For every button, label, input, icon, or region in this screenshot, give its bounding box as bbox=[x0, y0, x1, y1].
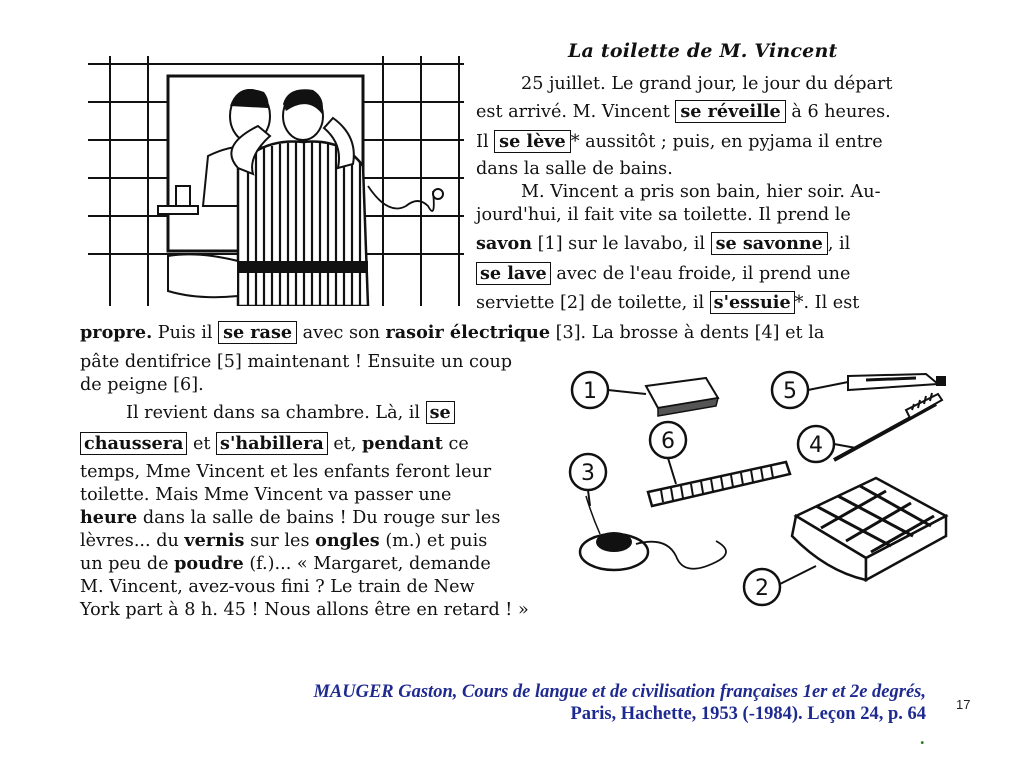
text-line: un peu de poudre (f.)... « Margaret, demande bbox=[80, 553, 491, 574]
text-line: est arrivé. M. Vincent se réveille à 6 heures. bbox=[476, 101, 891, 122]
text-line: serviette [2] de toilette, il s'essuie *. Il est bbox=[476, 292, 860, 313]
text-line: de peigne [6]. bbox=[80, 375, 204, 395]
text-line: heure dans la salle de bains ! Du rouge sur les bbox=[80, 507, 501, 528]
citation-dot: . bbox=[920, 728, 925, 748]
source-citation bbox=[140, 681, 926, 725]
towel-icon bbox=[792, 478, 946, 580]
label-6: 6 bbox=[661, 429, 675, 454]
text-line: propre. Puis il se rase avec son rasoir électrique [3]. La brosse à dents [4] et la bbox=[80, 322, 825, 343]
text-line: M. Vincent, avez-vous fini ? Le train de New bbox=[80, 577, 475, 597]
label-4: 4 bbox=[809, 433, 823, 458]
text-line: lèvres... du vernis sur les ongles (m.) et puis bbox=[80, 530, 488, 551]
text-line: chaussera et s'habillera et, pendant ce bbox=[80, 433, 469, 456]
label-3: 3 bbox=[581, 461, 595, 486]
text-line: M. Vincent a pris son bain, hier soir. Au- bbox=[521, 182, 881, 202]
text-line: York part à 8 h. 45 ! Nous allons être en retard ! » bbox=[80, 600, 529, 620]
text-line: 25 juillet. Le grand jour, le jour du départ bbox=[521, 74, 893, 94]
citation-line-2: Paris, Hachette, 1953 (-1984). Leçon 24, p. 64 bbox=[570, 704, 926, 724]
text-line: savon [1] sur le lavabo, il se savonne , il bbox=[476, 233, 851, 254]
comb-icon bbox=[648, 462, 790, 506]
toiletries-illustration bbox=[566, 366, 960, 610]
text-line: Il se lève * aussitôt ; puis, en pyjama il entre bbox=[476, 131, 883, 152]
toothbrush-icon bbox=[834, 393, 942, 460]
label-1: 1 bbox=[583, 379, 597, 404]
label-5: 5 bbox=[783, 379, 797, 404]
page-title: La toilette de M. Vincent bbox=[568, 40, 838, 62]
text-line: toilette. Mais Mme Vincent va passer une bbox=[80, 485, 452, 505]
shaving-illustration bbox=[88, 56, 464, 306]
label-2: 2 bbox=[755, 576, 769, 601]
page-number: 17 bbox=[956, 697, 971, 712]
text-line: Il revient dans sa chambre. Là, il se bbox=[126, 402, 455, 425]
text-line: jourd'hui, il fait vite sa toilette. Il prend le bbox=[476, 205, 851, 225]
text-line: temps, Mme Vincent et les enfants feront leur bbox=[80, 462, 492, 482]
electric-razor-icon bbox=[580, 496, 726, 570]
text-line: se lave avec de l'eau froide, il prend une bbox=[476, 263, 850, 286]
toothpaste-icon bbox=[848, 374, 946, 390]
text-line: dans la salle de bains. bbox=[476, 159, 673, 179]
soap-icon bbox=[646, 378, 718, 416]
citation-line-1: MAUGER Gaston, Cours de langue et de civilisation françaises 1er et 2e degrés, bbox=[313, 682, 926, 702]
text-line: pâte dentifrice [5] maintenant ! Ensuite un coup bbox=[80, 352, 513, 372]
